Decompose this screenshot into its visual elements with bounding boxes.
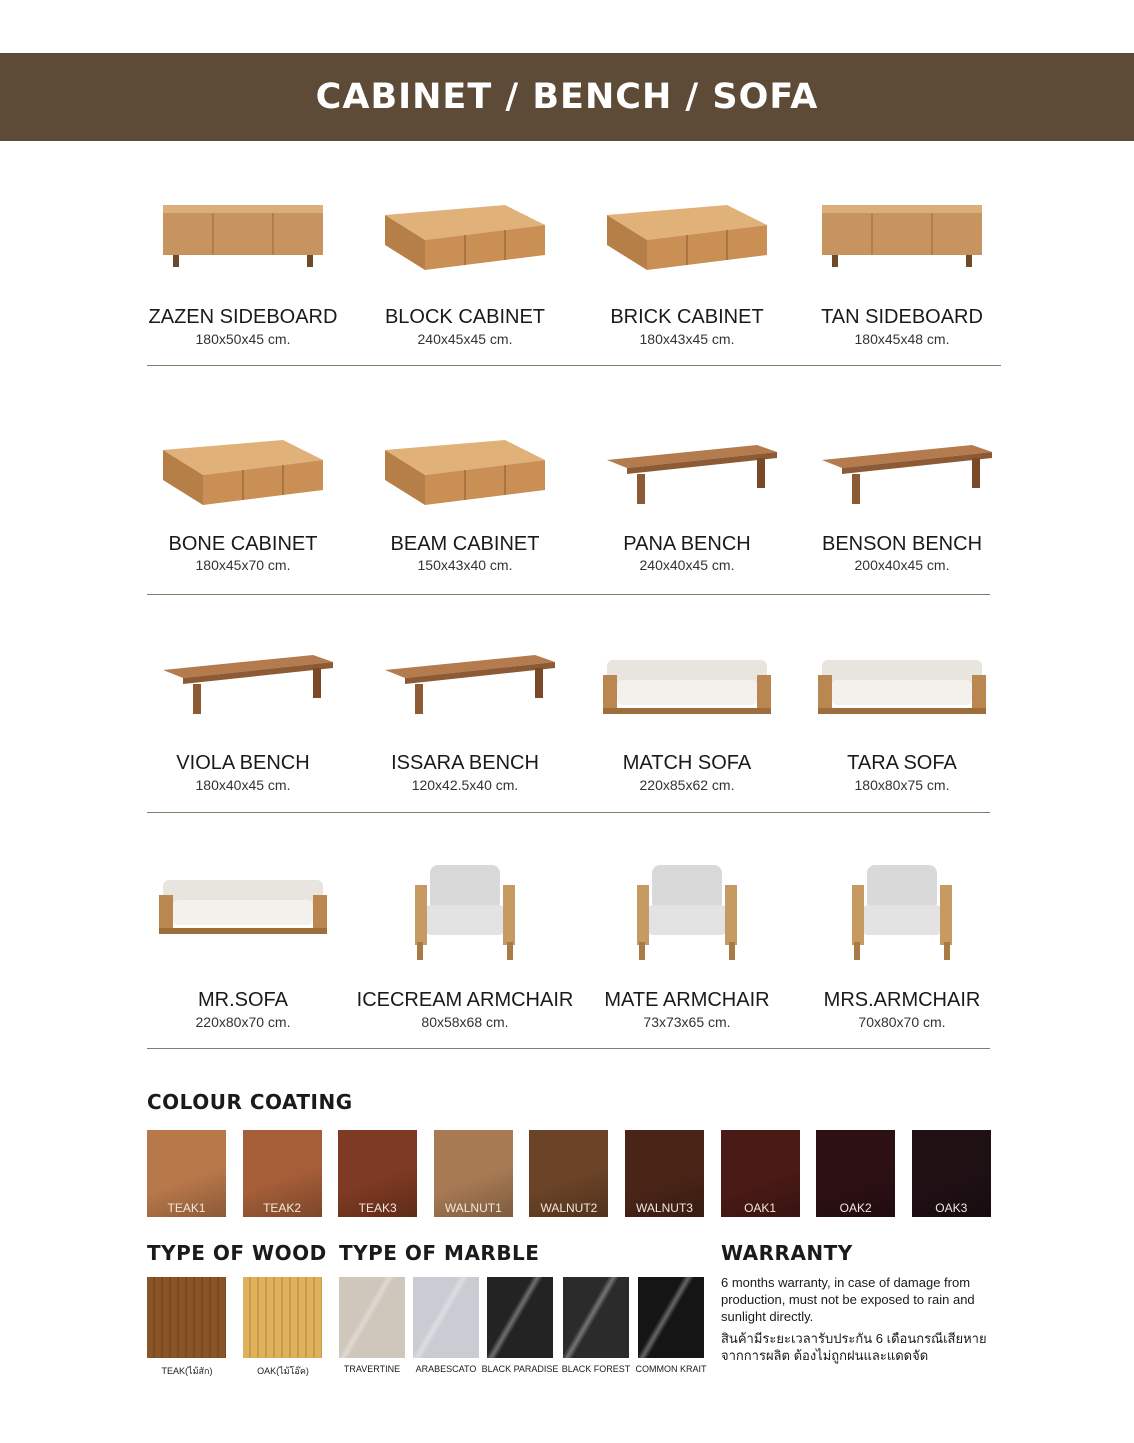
marble-sample <box>413 1277 479 1358</box>
bench-icon <box>792 420 1012 520</box>
swatch-label: WALNUT3 <box>636 1201 693 1215</box>
product-dimensions: 120x42.5x40 cm. <box>411 777 519 793</box>
bench-icon <box>355 630 575 730</box>
header-banner <box>0 53 1134 141</box>
sofa-icon <box>133 850 353 965</box>
marble-label: TRAVERTINE <box>343 1364 401 1374</box>
swatch-label: TEAK1 <box>167 1201 206 1215</box>
marble-sample <box>563 1277 629 1358</box>
product-dimensions: 180x45x70 cm. <box>195 557 291 573</box>
product-name: PANA BENCH <box>623 533 751 555</box>
colour-swatch <box>338 1130 417 1217</box>
swatch-label: OAK2 <box>839 1201 872 1215</box>
swatch-label: WALNUT1 <box>444 1201 502 1215</box>
product-dimensions: 73x73x65 cm. <box>643 1014 731 1030</box>
product-dimensions: 180x80x75 cm. <box>854 777 950 793</box>
swatch-label: TEAK2 <box>263 1201 302 1215</box>
sofa-icon <box>792 630 1012 730</box>
bench-icon <box>133 630 353 730</box>
marble-label: ARABESCATO <box>415 1364 477 1374</box>
product-dimensions: 180x40x45 cm. <box>195 777 291 793</box>
product-dimensions: 70x80x70 cm. <box>858 1014 946 1030</box>
wood-label: TEAK(ไม้สัก) <box>161 1366 213 1376</box>
product-name: TAN SIDEBOARD <box>821 306 983 328</box>
armchair-icon <box>355 850 575 965</box>
armchair-icon <box>792 850 1012 965</box>
product-dimensions: 150x43x40 cm. <box>417 557 513 573</box>
wood-sample <box>243 1277 322 1358</box>
marble-label: COMMON KRAIT <box>635 1364 707 1374</box>
sofa-icon <box>577 630 797 730</box>
product-name: BLOCK CABINET <box>384 306 546 328</box>
product-name: MR.SOFA <box>197 989 288 1011</box>
marble-label: BLACK FOREST <box>561 1364 631 1374</box>
cabinet-icon <box>577 185 797 285</box>
row-divider <box>147 1048 990 1049</box>
sideboard-icon <box>133 185 353 285</box>
wood-sample <box>147 1277 226 1358</box>
product-dimensions: 240x45x45 cm. <box>417 331 513 347</box>
product-name: BENSON BENCH <box>821 533 983 555</box>
product-name: MRS.ARMCHAIR <box>823 989 981 1011</box>
warranty-title: WARRANTY <box>721 1241 853 1265</box>
product-dimensions: 180x45x48 cm. <box>854 331 950 347</box>
product-name: ICECREAM ARMCHAIR <box>356 989 574 1011</box>
armchair-icon <box>577 850 797 965</box>
product-dimensions: 200x40x45 cm. <box>854 557 950 573</box>
swatch-label: OAK1 <box>744 1201 777 1215</box>
bench-icon <box>577 420 797 520</box>
product-name: BRICK CABINET <box>610 306 764 328</box>
marble-sample <box>638 1277 704 1358</box>
cabinet-icon <box>355 185 575 285</box>
row-divider <box>147 594 990 595</box>
cabinet-icon <box>355 420 575 520</box>
product-name: TARA SOFA <box>847 752 957 774</box>
colour-swatch <box>147 1130 226 1217</box>
product-dimensions: 220x80x70 cm. <box>195 1014 291 1030</box>
swatch-label: OAK3 <box>935 1201 968 1215</box>
colour-swatch <box>721 1130 800 1217</box>
product-name: ISSARA BENCH <box>391 752 539 774</box>
colour-swatch <box>912 1130 991 1217</box>
product-name: MATCH SOFA <box>622 752 752 774</box>
marble-title: TYPE OF MARBLE <box>339 1241 540 1265</box>
product-dimensions: 220x85x62 cm. <box>639 777 735 793</box>
marble-label: BLACK PARADISE <box>481 1364 559 1374</box>
row-divider <box>147 812 990 813</box>
product-name: BEAM CABINET <box>390 533 540 555</box>
wood-title: TYPE OF WOOD <box>147 1241 327 1265</box>
marble-sample <box>339 1277 405 1358</box>
warranty-text-en: 6 months warranty, in case of damage from production, must not be exposed to rain and sunlight directly. <box>721 1275 975 1324</box>
product-name: BONE CABINET <box>168 533 318 555</box>
warranty-text-th: สินค้ามีระยะเวลารับประกัน 6 เดือนกรณีเสียหายจากการผลิต ต้องไม่ถูกฝนและแดดจัด <box>721 1331 987 1363</box>
colour-coating-title: COLOUR COATING <box>147 1090 353 1114</box>
page-title: CABINET / BENCH / SOFA <box>315 77 819 117</box>
swatch-label: WALNUT2 <box>540 1201 598 1215</box>
marble-sample <box>487 1277 553 1358</box>
sideboard-icon <box>792 185 1012 285</box>
row-divider <box>147 365 1001 366</box>
cabinet-icon <box>133 420 353 520</box>
product-name: ZAZEN SIDEBOARD <box>148 306 338 328</box>
product-dimensions: 180x43x45 cm. <box>639 331 735 347</box>
colour-swatch <box>625 1130 704 1217</box>
colour-swatch <box>529 1130 608 1217</box>
colour-swatch <box>434 1130 513 1217</box>
wood-label: OAK(ไม้โอ๊ค) <box>257 1366 309 1376</box>
product-name: VIOLA BENCH <box>176 752 310 774</box>
product-dimensions: 240x40x45 cm. <box>639 557 735 573</box>
colour-swatch <box>816 1130 895 1217</box>
colour-swatch <box>243 1130 322 1217</box>
product-dimensions: 180x50x45 cm. <box>195 331 291 347</box>
product-dimensions: 80x58x68 cm. <box>421 1014 509 1030</box>
product-name: MATE ARMCHAIR <box>604 989 770 1011</box>
swatch-label: TEAK3 <box>358 1201 397 1215</box>
